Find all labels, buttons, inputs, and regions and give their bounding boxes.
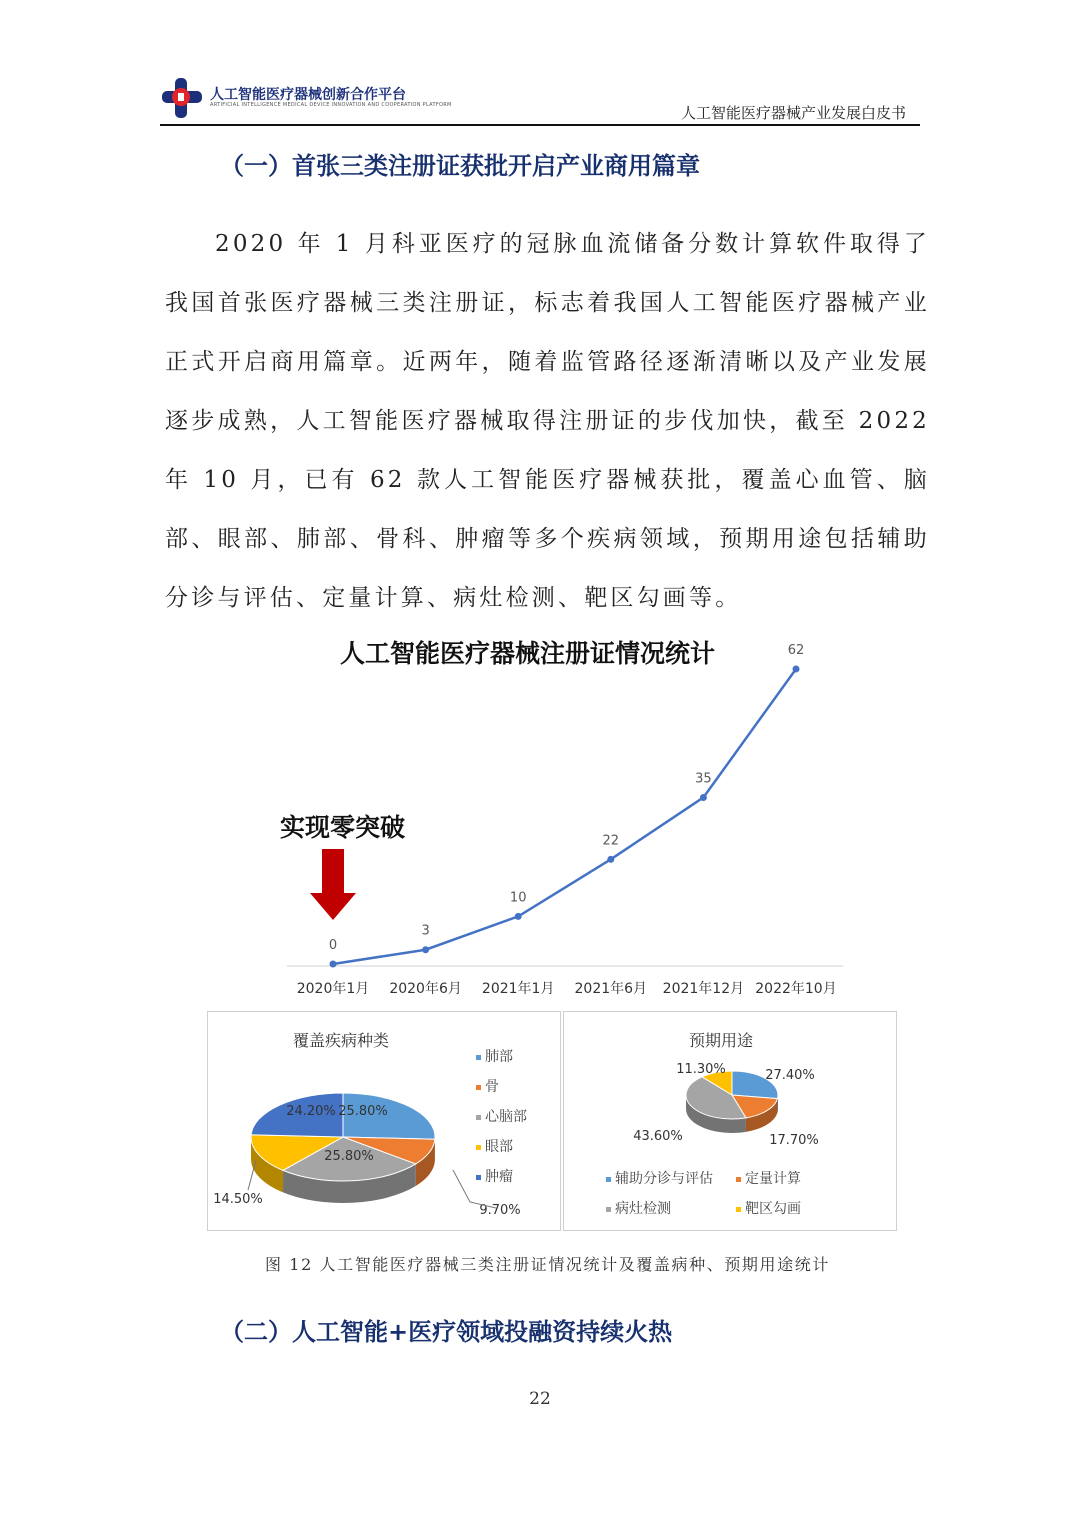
data-point xyxy=(793,666,800,673)
data-label: 10 xyxy=(509,890,527,906)
pie-value-label: 43.60% xyxy=(633,1129,683,1144)
legend-swatch xyxy=(606,1207,611,1212)
page-number: 22 xyxy=(529,1389,551,1409)
pie-value-label: 27.40% xyxy=(765,1068,815,1083)
logo-subtext: ARTIFICIAL INTELLIGENCE MEDICAL DEVICE INNOVATION AND COOPERATION PLATFORM xyxy=(210,102,452,108)
document-title: 人工智能医疗器械产业发展白皮书 xyxy=(680,104,906,122)
pie-value-label: 25.80% xyxy=(338,1104,388,1119)
data-point xyxy=(700,794,707,801)
pie-value-label: 11.30% xyxy=(676,1062,726,1077)
legend-item xyxy=(476,1106,527,1126)
logo-text: 人工智能医疗器械创新合作平台 xyxy=(210,87,406,103)
down-arrow-icon xyxy=(310,849,356,920)
section-heading-2: （二）人工智能+医疗领域投融资持续火热 xyxy=(220,1318,673,1346)
legend-swatch xyxy=(476,1175,481,1180)
data-point xyxy=(515,913,522,920)
data-point xyxy=(607,856,614,863)
legend-item xyxy=(476,1076,499,1096)
data-point xyxy=(422,946,429,953)
legend-item xyxy=(736,1198,801,1218)
x-tick-label: 2020年6月 xyxy=(389,981,462,997)
data-label: 35 xyxy=(695,771,712,787)
breakthrough-label: 实现零突破 xyxy=(280,813,406,842)
legend-swatch xyxy=(476,1055,481,1060)
legend-swatch xyxy=(606,1177,611,1182)
legend-item xyxy=(476,1046,513,1066)
x-tick-label: 2021年12月 xyxy=(662,981,745,997)
section-heading-1: （一）首张三类注册证获批开启产业商用篇章 xyxy=(220,152,700,180)
pie-value-label: 24.20% xyxy=(286,1104,336,1119)
legend-item xyxy=(606,1198,671,1218)
legend-item xyxy=(736,1168,801,1188)
legend-swatch xyxy=(476,1115,481,1120)
data-label: 22 xyxy=(602,833,620,849)
figure-caption: 图 12 人工智能医疗器械三类注册证情况统计及覆盖病种、预期用途统计 xyxy=(265,1255,830,1274)
legend-label: 骨 xyxy=(485,1079,499,1095)
legend-label: 病灶检测 xyxy=(615,1201,671,1217)
data-label: 3 xyxy=(421,923,430,939)
legend-swatch xyxy=(736,1207,741,1212)
data-label: 0 xyxy=(328,938,338,953)
legend-label: 定量计算 xyxy=(745,1171,801,1187)
data-point xyxy=(330,961,337,968)
legend-swatch xyxy=(476,1085,481,1090)
x-tick-label: 2020年1月 xyxy=(296,981,370,997)
usage-pie-panel xyxy=(563,1011,897,1231)
pie-value-label: 17.70% xyxy=(769,1133,819,1148)
pie-value-label: 14.50% xyxy=(213,1192,263,1207)
x-tick-label: 2021年6月 xyxy=(574,981,648,997)
data-label: 62 xyxy=(787,643,805,658)
pie-value-label: 25.80% xyxy=(324,1149,374,1164)
disease-pie-title: 覆盖疾病种类 xyxy=(293,1031,390,1050)
usage-pie-title: 预期用途 xyxy=(689,1031,754,1050)
legend-item xyxy=(476,1166,513,1186)
legend-label: 靶区勾画 xyxy=(745,1201,801,1217)
legend-label: 肺部 xyxy=(485,1049,513,1065)
legend-swatch xyxy=(476,1145,481,1150)
legend-item xyxy=(476,1136,513,1156)
legend-item xyxy=(606,1168,713,1188)
body-paragraph: 2020 年 1 月科亚医疗的冠脉血流储备分数计算软件取得了我国首张医疗器械三类注册证，标志着我国人工智能医疗器械产业正式开启商用篇章。近两年，随着监管路径逐渐清晰以及产业发展逐步成熟，人工智能医疗器械取得注册证的步伐加快，截至 2022 年 10 月，已有 62 款人工智能医疗器械获批，覆盖心血管、脑部、眼部、肺部、骨科、肿瘤等多个疾病领域，预期用途包括辅助分诊与评估、定量计算、病灶检测、靶区勾画等。 xyxy=(165,231,930,611)
chart-title: 人工智能医疗器械注册证情况统计 xyxy=(340,639,716,668)
x-tick-label: 2022年10月 xyxy=(755,981,837,997)
legend-label: 心脑部 xyxy=(485,1109,527,1125)
legend-swatch xyxy=(736,1177,741,1182)
legend-label: 肿瘤 xyxy=(485,1169,513,1185)
legend-label: 辅助分诊与评估 xyxy=(615,1171,713,1187)
disease-pie-panel xyxy=(207,1011,561,1231)
legend-label: 眼部 xyxy=(485,1139,513,1155)
x-tick-label: 2021年1月 xyxy=(481,981,555,997)
pie-value-label: 9.70% xyxy=(479,1203,521,1218)
